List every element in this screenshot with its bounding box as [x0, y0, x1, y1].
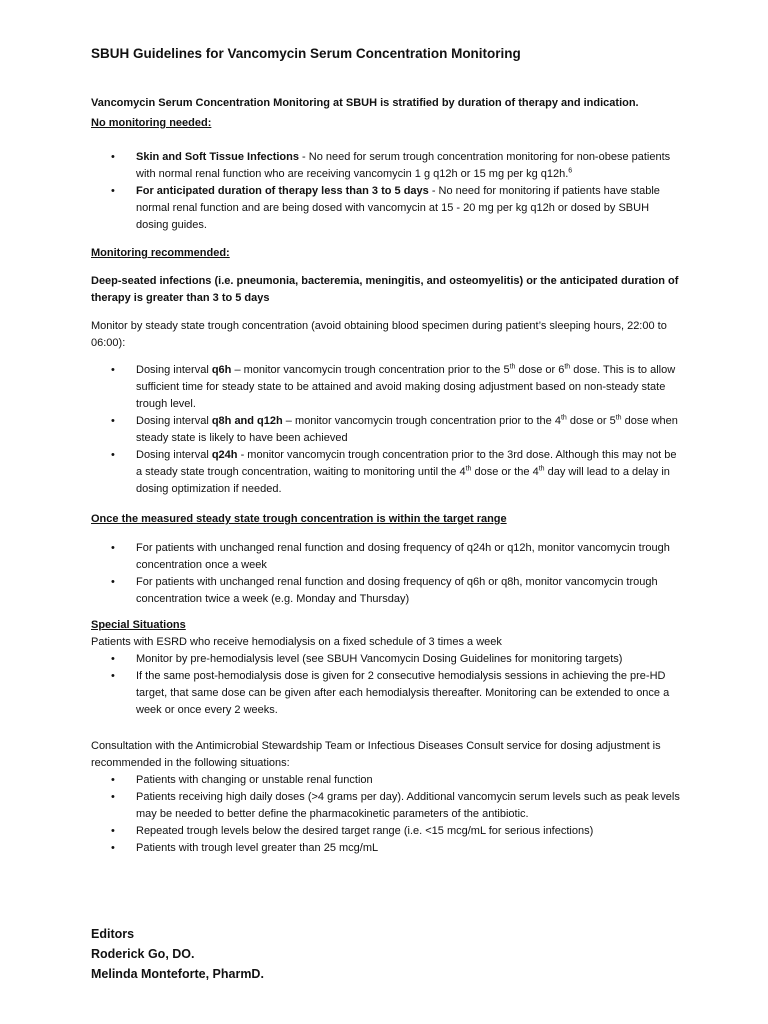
no-monitoring-list [91, 149, 681, 234]
item-text: Dosing interval [136, 364, 212, 376]
bullet-icon: • [111, 653, 115, 665]
editor-name: Melinda Monteforte, PharmD. [91, 967, 264, 981]
item-text: dose. This is to allow sufficient time for steady state to be attained and avoid making dosing adjustment based on non-steady state trough level. [136, 364, 676, 410]
editors-label: Editors [91, 927, 135, 941]
list-item [91, 772, 681, 789]
deep-seated-text: Deep-seated infections (i.e. pneumonia, bacteremia, meningitis, and osteomyelitis) or the anticipated duration of therapy is greater than 3 to 5 days [91, 275, 679, 304]
special-section [91, 617, 681, 719]
bullet-icon: • [111, 825, 115, 837]
superscript: th [615, 414, 622, 422]
list-item [91, 668, 681, 719]
item-bold-text: For anticipated duration of therapy less than 3 to 5 days [136, 185, 429, 197]
steady-state-section [91, 318, 681, 352]
list-item [91, 413, 681, 447]
item-text: Dosing interval [136, 449, 212, 461]
list-item [91, 447, 681, 498]
item-text: Monitor by pre-hemodialysis level (see SBUH Vancomycin Dosing Guidelines for monitoring targets) [136, 653, 623, 665]
list-item [91, 651, 681, 668]
superscript: th [538, 465, 545, 473]
steady-state-intro: Monitor by steady state trough concentration (avoid obtaining blood specimen during patient’s sleeping hours, 22:00 to 06:00): [91, 320, 667, 349]
superscript: th [564, 363, 571, 371]
item-text: dose when steady state is likely to have been achieved [136, 415, 678, 444]
list-item [91, 840, 681, 857]
special-heading: Special Situations [91, 619, 186, 631]
item-text: Patients with trough level greater than 25 mcg/mL [136, 842, 379, 854]
bullet-icon: • [111, 151, 115, 163]
item-bold-text: q8h and q12h [211, 415, 283, 427]
item-text: If the same post-hemodialysis dose is given for 2 consecutive hemodialysis sessions in achieving the pre-HD target, that same dose can be given after each hemodialysis thereafter. Monitoring can be extended to once a week or once every 2 weeks. [136, 670, 670, 716]
list-item [91, 574, 681, 608]
item-text: For patients with unchanged renal function and dosing frequency of q6h or q8h, monitor vancomycin trough concentration twice a week (e.g. Monday and Thursday) [136, 576, 658, 605]
item-text: - monitor vancomycin trough concentration prior to the 3rd dose. Although this may not be a steady state trough concentration, waiting to monitoring until the 4 [136, 449, 677, 478]
intro-section [91, 95, 681, 132]
item-text: dose or 5 [566, 415, 616, 427]
superscript: 6 [568, 167, 573, 175]
bullet-icon: • [111, 415, 115, 427]
list-item [91, 362, 681, 413]
bullet-icon: • [111, 576, 115, 588]
editor-name: Roderick Go, DO. [91, 947, 195, 961]
list-item [91, 823, 681, 840]
list-item [91, 789, 681, 823]
editors-section [91, 924, 264, 984]
target-list [91, 540, 681, 608]
monitoring-section [91, 245, 681, 262]
item-text: - No need for serum trough concentration monitoring for non-obese patients with normal renal function who are receiving vancomycin 1 g q12h or 15 mg per kg q12h. [136, 151, 671, 180]
item-text: Patients receiving high daily doses (>4 grams per day). Additional vancomycin serum levels such as peak levels may be needed to better define the pharmacokinetic parameters of the antibiotic. [136, 791, 680, 820]
item-text: For patients with unchanged renal function and dosing frequency of q24h or q12h, monitor vancomycin trough concentration once a week [136, 542, 670, 571]
bullet-icon: • [111, 449, 115, 461]
item-text: dose or the 4 [471, 466, 539, 478]
superscript: th [509, 363, 516, 371]
bullet-icon: • [111, 670, 115, 682]
item-text: dose or 6 [515, 364, 565, 376]
bullet-icon: • [111, 542, 115, 554]
item-text: – monitor vancomycin trough concentration prior to the 4 [282, 415, 561, 427]
deep-seated-section [91, 273, 681, 307]
bullet-icon: • [111, 842, 115, 854]
bullet-icon: • [111, 364, 115, 376]
list-item [91, 183, 681, 234]
monitoring-heading: Monitoring recommended: [91, 247, 230, 259]
target-section [91, 511, 681, 528]
superscript: th [465, 465, 472, 473]
target-heading: Once the measured steady state trough concentration is within the target range [91, 513, 507, 525]
item-text: day will lead to a delay in dosing optimization if needed. [136, 466, 670, 495]
document-title: SBUH Guidelines for Vancomycin Serum Concentration Monitoring [91, 46, 521, 61]
interval-list [91, 362, 681, 498]
special-intro: Patients with ESRD who receive hemodialysis on a fixed schedule of 3 times a week [91, 636, 502, 648]
item-text: Patients with changing or unstable renal function [136, 774, 373, 786]
consult-intro: Consultation with the Antimicrobial Stewardship Team or Infectious Diseases Consult service for dosing adjustment is recommended in the following situations: [91, 740, 661, 769]
superscript: th [560, 414, 567, 422]
item-bold-text: q24h [211, 449, 238, 461]
item-text: Dosing interval [136, 415, 212, 427]
item-text: – monitor vancomycin trough concentration prior to the 5 [231, 364, 510, 376]
bullet-icon: • [111, 791, 115, 803]
no-monitoring-heading: No monitoring needed: [91, 117, 212, 129]
consult-section [91, 738, 681, 857]
list-item [91, 540, 681, 574]
item-bold-text: Skin and Soft Tissue Infections [136, 151, 299, 163]
bullet-icon: • [111, 185, 115, 197]
list-item [91, 149, 681, 183]
intro-text: Vancomycin Serum Concentration Monitoring at SBUH is stratified by duration of therapy and indication. [91, 97, 639, 109]
item-bold-text: q6h [211, 364, 232, 376]
item-text: - No need for monitoring if patients have stable normal renal function and are being dosed with vancomycin at 15 - 20 mg per kg q12h or dosed by SBUH dosing guides. [136, 185, 660, 231]
bullet-icon: • [111, 774, 115, 786]
item-text: Repeated trough levels below the desired target range (i.e. <15 mcg/mL for serious infections) [136, 825, 594, 837]
